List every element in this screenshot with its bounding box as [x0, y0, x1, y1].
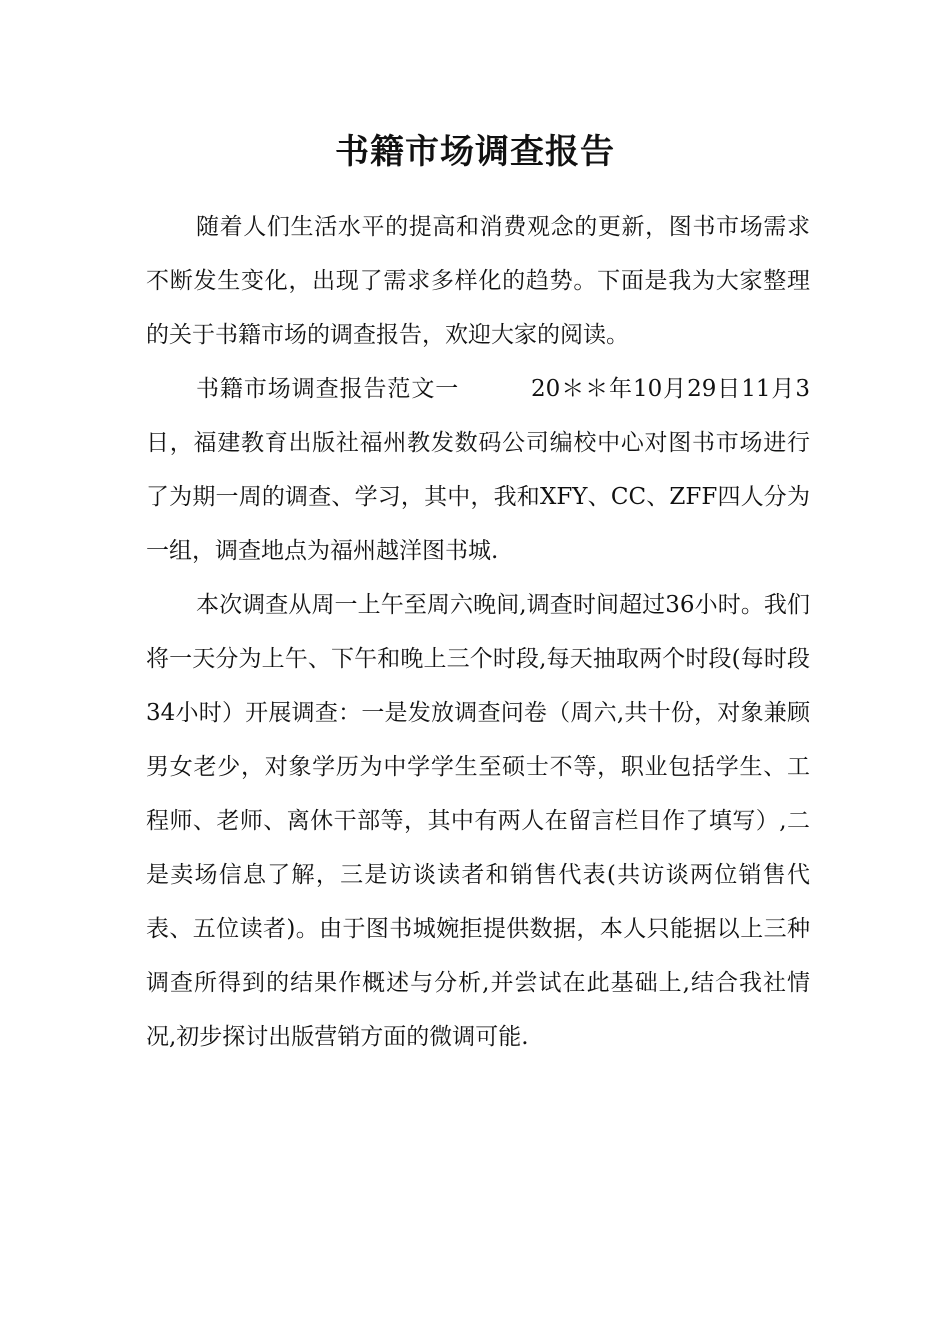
document-title: 书籍市场调查报告: [335, 132, 615, 172]
paragraph-sample-one: 书籍市场调查报告范文一 20＊＊年10月29日11月3日，福建教育出版社福州教发数码公司编校中心对图书市场进行了为期一周的调查、学习，其中，我和XFY、CC、ZFF四人分为一组，调查地点为福州越洋图书城.: [146, 376, 810, 564]
paragraph-intro: 随着人们生活水平的提高和消费观念的更新，图书市场需求不断发生变化，出现了需求多样化的趋势。下面是我为大家整理的关于书籍市场的调查报告，欢迎大家的阅读。: [146, 214, 810, 348]
document-body: [146, 200, 810, 1064]
paragraph-survey-method: 本次调查从周一上午至周六晚间,调查时间超过36小时。我们将一天分为上午、下午和晚上三个时段,每天抽取两个时段(每时段34小时）开展调查：一是发放调查问卷（周六,共十份，对象兼顾男女老少，对象学历为中学学生至硕士不等，职业包括学生、工程师、老师、离休干部等，其中有两人在留言栏目作了填写）,二是卖场信息了解，三是访谈读者和销售代表(共访谈两位销售代表、五位读者)。由于图书城婉拒提供数据，本人只能据以上三种调查所得到的结果作概述与分析,并尝试在此基础上,结合我社情况,初步探讨出版营销方面的微调可能.: [146, 592, 810, 1050]
